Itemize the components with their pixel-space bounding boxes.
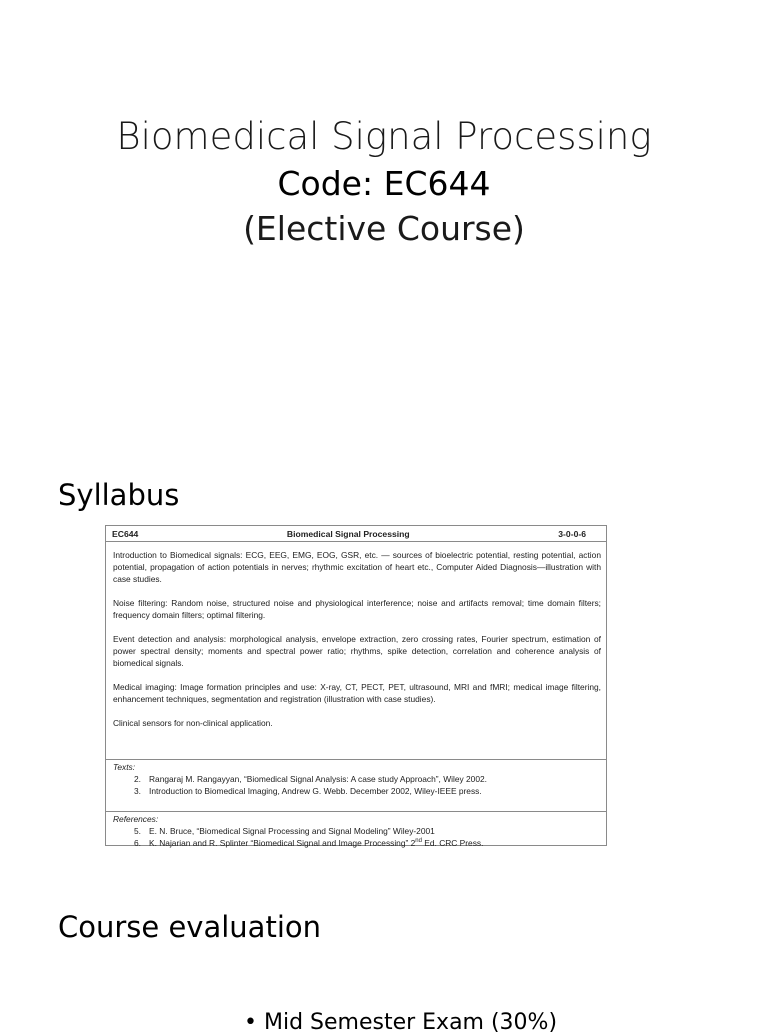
texts-label: Texts: [113, 762, 136, 772]
reference-number: 6. [134, 838, 141, 848]
text-item [113, 773, 601, 785]
reference-number: 5. [134, 826, 141, 836]
topic-paragraph: Medical imaging: Image formation principles and use: X-ray, CT, PECT, PET, ultrasound, MRI and fMRI; medical image filtering, enhancement techniques, segmentation and registration (illustration with case studies). [113, 682, 601, 704]
course-code: Code: EC644 [277, 164, 491, 203]
syllabus-course-name: Biomedical Signal Processing [286, 528, 410, 539]
texts-section [106, 760, 606, 812]
text-item [113, 785, 601, 797]
reference-citation: E. N. Bruce, “Biomedical Signal Processing and Signal Modeling” Wiley-2001 [149, 826, 435, 836]
topic-paragraph: Introduction to Biomedical signals: ECG, EEG, EMG, EOG, GSR, etc. — sources of bioelectric potential, resting potential, action potential, propagation of action potentials in nerves; rhythmic excitation of heart etc., Computer Aided Diagnosis—illustration with case studies. [113, 550, 601, 584]
topic-paragraph: Clinical sensors for non-clinical application. [113, 718, 273, 728]
reference-item [113, 837, 601, 849]
topic-paragraph: Event detection and analysis: morphological analysis, envelope extraction, zero crossing rates, Fourier spectrum, estimation of power spectral density; moments and spectral power ratio; rhythms, spike detection, correlation and coherence analysis of biomedical signals. [113, 634, 601, 668]
reference-citation [149, 837, 483, 849]
reference-citation-part: Ed. CRC Press. [421, 838, 484, 848]
syllabus-credits: 3-0-0-6 [558, 528, 586, 539]
references-section [106, 812, 606, 852]
text-citation: Introduction to Biomedical Imaging, Andrew G. Webb. December 2002, Wiley-IEEE press. [149, 786, 482, 796]
references-label: References: [113, 814, 159, 824]
course-evaluation-heading: Course evaluation [58, 910, 321, 944]
superscript: nd [415, 838, 422, 845]
course-title: Biomedical Signal Processing [116, 115, 652, 158]
syllabus-heading: Syllabus [58, 478, 180, 512]
syllabus-box [105, 525, 607, 846]
syllabus-topics [106, 542, 606, 760]
topic-paragraph: Noise filtering: Random noise, structured noise and physiological interference; noise and artifacts removal; time domain filters; frequency domain filters; optimal filtering. [113, 598, 601, 620]
evaluation-bullet: • Mid Semester Exam (30%) [244, 1010, 558, 1035]
syllabus-course-code: EC644 [112, 528, 139, 539]
title-block [0, 112, 768, 252]
reference-item [113, 825, 601, 837]
text-number: 2. [134, 774, 141, 784]
course-type: (Elective Course) [243, 209, 525, 248]
syllabus-box-header [106, 526, 606, 542]
reference-citation-part: K. Najarian and R. Splinter “Biomedical Signal and Image Processing” 2 [149, 838, 416, 848]
text-citation: Rangaraj M. Rangayyan, “Biomedical Signal Analysis: A case study Approach”, Wiley 2002. [149, 774, 487, 784]
text-number: 3. [134, 786, 141, 796]
